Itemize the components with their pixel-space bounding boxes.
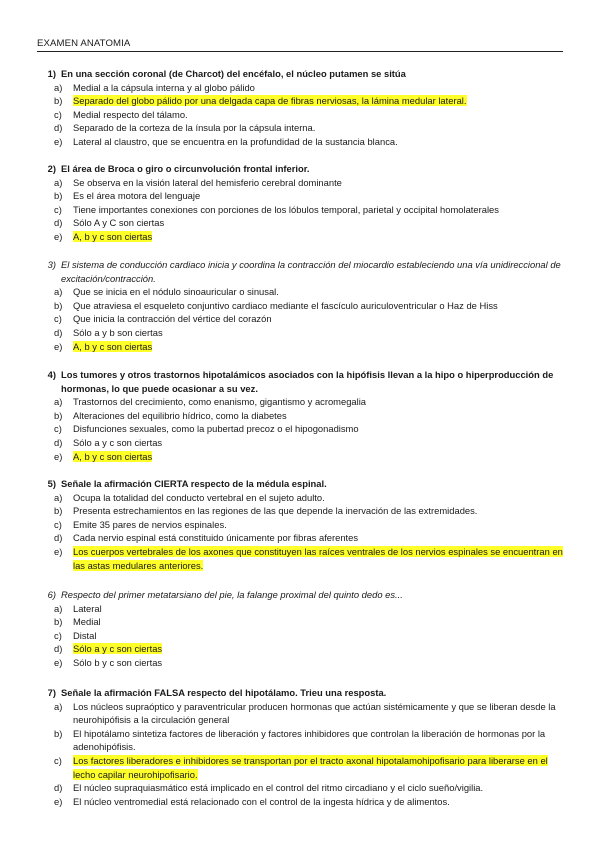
- question-number: 4): [47, 369, 56, 380]
- question-text: El área de Broca o giro o circunvolución frontal inferior.: [61, 163, 310, 174]
- option-text: Sólo a y c son ciertas: [73, 436, 163, 448]
- option-text: Se observa en la visión lateral del hemisferio cerebral dominante: [73, 176, 342, 188]
- option-text: Disfunciones sexuales, como la pubertad precoz o el hipogonadismo: [73, 423, 359, 435]
- question-heading: [37, 258, 563, 285]
- highlighted-answer: Sólo a y c son ciertas: [73, 643, 163, 655]
- option-letter: e): [54, 450, 63, 462]
- option-text: Cada nervio espinal está constituido únicamente por fibras aferentes: [73, 532, 359, 544]
- option-c: [37, 108, 563, 122]
- option-letter: a): [54, 602, 63, 614]
- option-text: Lateral: [73, 602, 102, 614]
- option-c: [37, 312, 563, 326]
- option-letter: e): [54, 795, 63, 807]
- option-b: [37, 189, 563, 203]
- option-text: Medial: [73, 616, 101, 628]
- option-text: Medial respecto del tálamo.: [73, 108, 188, 120]
- option-letter: c): [54, 754, 62, 766]
- question-heading: [37, 67, 563, 81]
- question-5: [37, 477, 563, 572]
- highlighted-answer: A, b y c son ciertas: [73, 340, 153, 352]
- option-letter: e): [54, 656, 63, 668]
- question-text: Los tumores y otros trastornos hipotalámicos asociados con la hipófisis llevan a la hipo o hiperproducción de hormonas, lo que puede ocasionar a su vez.: [61, 369, 554, 394]
- option-letter: d): [54, 782, 63, 794]
- option-text: Tiene importantes conexiones con porciones de los lóbulos temporal, parietal y occipital homolaterales: [73, 203, 499, 215]
- option-c: [37, 203, 563, 217]
- option-c: [37, 629, 563, 643]
- option-d: [37, 531, 563, 545]
- page-header: EXAMEN ANATOMIA: [37, 38, 563, 52]
- question-text: El sistema de conducción cardiaco inicia y coordina la contracción del miocardio estableciendo una vía unidireccional de excitación/contracción.: [61, 259, 561, 284]
- highlighted-answer: Los cuerpos vertebrales de los axones que constituyen las raíces ventrales de los nervios espinales se encuentran en las astas medulares anteriores.: [73, 545, 563, 571]
- option-letter: a): [54, 396, 63, 408]
- question-heading: [37, 368, 563, 395]
- option-d: [37, 642, 563, 656]
- option-letter: c): [54, 108, 62, 120]
- question-number: 7): [47, 687, 56, 698]
- option-b: [37, 299, 563, 313]
- option-text: Lateral al claustro, que se encuentra en la profundidad de la sustancia blanca.: [73, 135, 398, 147]
- option-text: Ocupa la totalidad del conducto vertebral en el sujeto adulto.: [73, 491, 325, 503]
- option-b: [37, 409, 563, 423]
- question-number: 3): [47, 259, 56, 270]
- option-letter: b): [54, 95, 63, 107]
- option-e: [37, 545, 563, 572]
- question-2: [37, 162, 563, 244]
- option-text: Que atraviesa el esqueleto conjuntivo cardiaco mediante el fascículo auriculoventricular o Haz de Hiss: [73, 299, 498, 311]
- option-a: [37, 602, 563, 616]
- question-text: Señale la afirmación FALSA respecto del hipotálamo. Trieu una resposta.: [61, 687, 387, 698]
- option-text: Medial a la cápsula interna y al globo pálido: [73, 81, 255, 93]
- option-text: Trastornos del crecimiento, como enanismo, gigantismo y acromegalia: [73, 396, 367, 408]
- option-b: [37, 727, 563, 754]
- question-number: 2): [47, 163, 56, 174]
- option-d: [37, 121, 563, 135]
- option-a: [37, 176, 563, 190]
- option-letter: b): [54, 299, 63, 311]
- option-e: [37, 656, 563, 670]
- option-d: [37, 216, 563, 230]
- question-4: [37, 368, 563, 463]
- option-text: Presenta estrechamientos en las regiones de las que depende la inervación de las extremidades.: [73, 505, 478, 517]
- option-text: Separado de la corteza de la ínsula por la cápsula interna.: [73, 122, 316, 134]
- option-letter: a): [54, 700, 63, 712]
- question-text: Respecto del primer metatarsiano del pie, la falange proximal del quinto dedo es...: [61, 589, 403, 600]
- option-letter: d): [54, 217, 63, 229]
- option-d: [37, 436, 563, 450]
- option-text: Que inicia la contracción del vértice del corazón: [73, 313, 272, 325]
- option-c: [37, 754, 563, 781]
- question-heading: [37, 686, 563, 700]
- highlighted-answer: A, b y c son ciertas: [73, 230, 153, 242]
- option-letter: d): [54, 436, 63, 448]
- option-letter: d): [54, 643, 63, 655]
- question-7: [37, 686, 563, 808]
- option-a: [37, 395, 563, 409]
- option-letter: b): [54, 727, 63, 739]
- option-a: [37, 491, 563, 505]
- question-number: 6): [47, 589, 56, 600]
- option-text: Sólo A y C son ciertas: [73, 217, 165, 229]
- option-text: Es el área motora del lenguaje: [73, 190, 201, 202]
- option-letter: b): [54, 190, 63, 202]
- question-number: 5): [47, 478, 56, 489]
- option-letter: c): [54, 423, 62, 435]
- question-3: [37, 258, 563, 353]
- option-letter: b): [54, 616, 63, 628]
- option-letter: e): [54, 230, 63, 242]
- option-letter: a): [54, 491, 63, 503]
- option-letter: b): [54, 409, 63, 421]
- option-letter: a): [54, 81, 63, 93]
- highlighted-answer: Separado del globo pálido por una delgada capa de fibras nerviosas, la lámina medular lateral.: [73, 95, 467, 107]
- option-text: Distal: [73, 629, 97, 641]
- option-letter: b): [54, 505, 63, 517]
- question-text: Señale la afirmación CIERTA respecto de la médula espinal.: [61, 478, 327, 489]
- option-a: [37, 700, 563, 727]
- option-e: [37, 340, 563, 354]
- question-heading: [37, 588, 563, 602]
- option-a: [37, 285, 563, 299]
- option-text: Alteraciones del equilibrio hídrico, como la diabetes: [73, 409, 287, 421]
- question-1: [37, 67, 563, 149]
- option-text: Sólo a y b son ciertas: [73, 326, 163, 338]
- option-letter: d): [54, 326, 63, 338]
- option-letter: c): [54, 518, 62, 530]
- option-letter: e): [54, 545, 63, 557]
- option-letter: d): [54, 532, 63, 544]
- question-number: 1): [47, 68, 56, 79]
- option-letter: e): [54, 135, 63, 147]
- option-text: Sólo b y c son ciertas: [73, 656, 163, 668]
- option-a: [37, 81, 563, 95]
- option-letter: a): [54, 176, 63, 188]
- question-heading: [37, 477, 563, 491]
- option-b: [37, 615, 563, 629]
- highlighted-answer: Los factores liberadores e inhibidores se transportan por el tracto axonal hipotalamohipofisario para liberarse en el lecho capilar neurohipofisario.: [73, 754, 548, 780]
- option-e: [37, 450, 563, 464]
- option-text: El núcleo supraquiasmático está implicado en el control del ritmo circadiano y el ciclo sueño/vigilia.: [73, 782, 484, 794]
- option-d: [37, 326, 563, 340]
- option-text: El núcleo ventromedial está relacionado con el control de la ingesta hídrica y de alimentos.: [73, 795, 450, 807]
- option-b: [37, 504, 563, 518]
- option-text: Que se inicia en el nódulo sinoauricular o sinusal.: [73, 286, 279, 298]
- option-e: [37, 135, 563, 149]
- option-e: [37, 230, 563, 244]
- option-letter: c): [54, 203, 62, 215]
- option-b: [37, 94, 563, 108]
- option-letter: e): [54, 340, 63, 352]
- option-text: Los núcleos supraóptico y paraventricular producen hormonas que actúan sistémicamente y que se liberan desde la neurohipófisis a la circulación general: [73, 700, 556, 726]
- question-6: [37, 588, 563, 670]
- question-text: En una sección coronal (de Charcot) del encéfalo, el núcleo putamen se sitúa: [61, 68, 406, 79]
- option-d: [37, 781, 563, 795]
- option-e: [37, 795, 563, 809]
- question-heading: [37, 162, 563, 176]
- option-letter: d): [54, 122, 63, 134]
- option-c: [37, 422, 563, 436]
- option-letter: c): [54, 313, 62, 325]
- option-text: El hipotálamo sintetiza factores de liberación y factores inhibidores que controlan la liberación de hormonas por la adenohipófisis.: [73, 727, 546, 753]
- option-letter: a): [54, 286, 63, 298]
- option-c: [37, 518, 563, 532]
- option-letter: c): [54, 629, 62, 641]
- option-text: Emite 35 pares de nervios espinales.: [73, 518, 227, 530]
- highlighted-answer: A, b y c son ciertas: [73, 450, 153, 462]
